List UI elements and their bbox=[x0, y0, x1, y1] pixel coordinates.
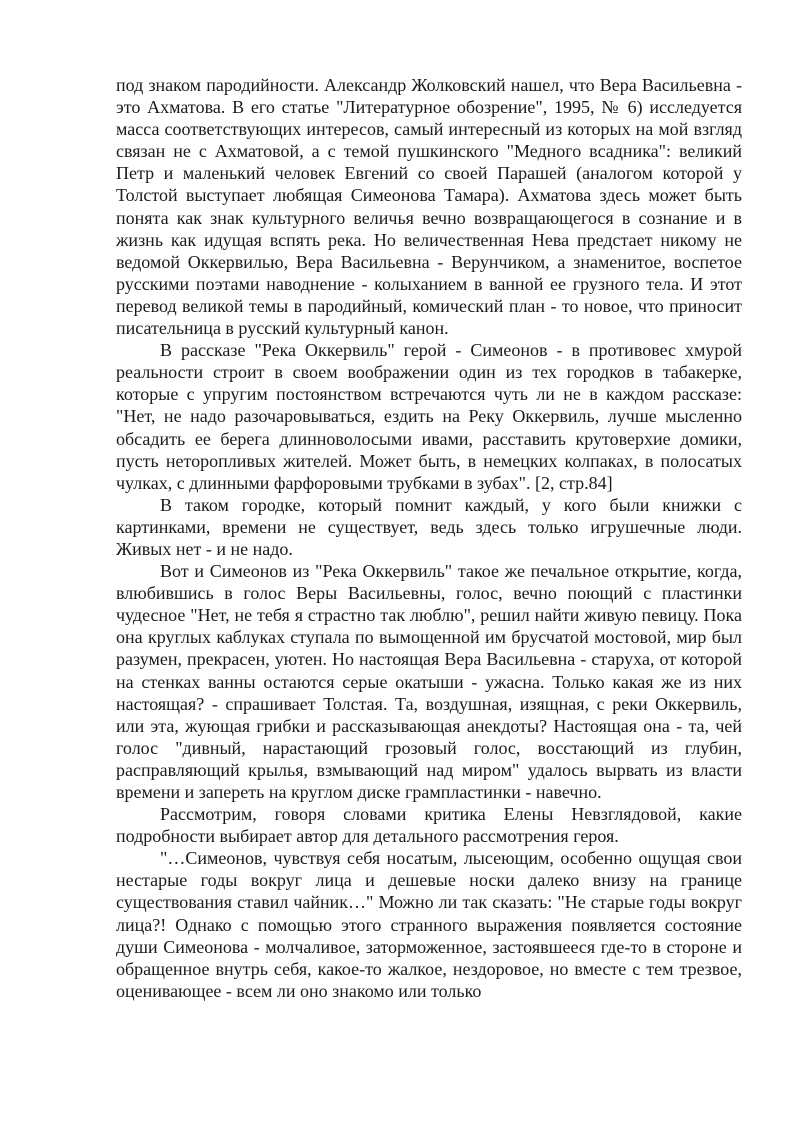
document-page bbox=[116, 74, 742, 1002]
paragraph-toy-town: В таком городке, который помнит каждый, у кого были книжки с картинками, времени не существует, ведь здесь только игрушечные люди. Живых нет - и не надо. bbox=[116, 494, 742, 559]
paragraph-quote-simeonov: "…Симеонов, чувствуя себя носатым, лысеющим, особенно ощущая свои нестарые годы вокруг лица и дешевые носки далеко внизу на границе существования ставил чайник…" Можно ли так сказать: "Не старые годы вокруг лица?! Однако с помощью этого странного выражения появляется состояние души Симеонова - молчаливое, заторможенное, застоявшееся где-то в стороне и обращенное внутрь себя, какое-то жалкое, нездоровое, но вместе с тем трезвое, оценивающее - всем ли оно знакомо или только bbox=[116, 848, 742, 1001]
paragraph-continuation: под знаком пародийности. Александр Жолковский нашел, что Вера Васильевна - это Ахматова. В его статье "Литературное обозрение", 1995, № 6) исследуется масса соответствующих интересов, самый интересный из которых на мой взгляд связан не с Ахматовой, а с темой пушкинского "Медного всадника": великий Петр и маленький человек Евгений со своей Парашей (аналогом которой у Толстой выступает любящая Симеонова Тамара). Ахматова здесь может быть понята как знак культурного величья вечно возвращающегося в сознание и в жизнь как идущая вспять река. Но величественная Нева предстает никому не ведомой Оккервилью, Вера Васильевна - Верунчиком, а знаменитое, воспетое русскими поэтами наводнение - колыханием в ванной ее грузного тела. И этот перевод великой темы в пародийный, комический план - то новое, что приносит писательница в русский культурный канон. bbox=[116, 75, 742, 339]
paragraph-okkervil-story: В рассказе "Река Оккервиль" герой - Симеонов - в противовес хмурой реальности строит в своем воображении один из тех городков в табакерке, которые с упругим постоянством встречаются чуть ли не в каждом рассказе: "Нет, не надо разочаровываться, ездить на Реку Оккервиль, лучше мысленно обсадить ее берега длинноволосыми ивами, расставить крутоверхие домики, пусть неторопливых жителей. Может быть, в немецких колпаках, в полосатых чулках, с длинными фарфоровыми трубками в зубах". [2, стр.84] bbox=[116, 340, 742, 493]
paragraph-simeonov-discovery: Вот и Симеонов из "Река Оккервиль" такое же печальное открытие, когда, влюбившись в голос Веры Васильевны, голос, вечно поющий с пластинки чудесное "Нет, не тебя я страстно так люблю", решил найти живую певицу. Пока она круглых каблуках ступала по вымощенной им брусчатой мостовой, мир был разумен, прекрасен, уютен. Но настоящая Вера Васильевна - старуха, от которой на стенках ванны остаются серые окатыши - ужасна. Только какая же из них настоящая? - спрашивает Толстая. Та, воздушная, изящная, с реки Оккервиль, или эта, жующая грибки и рассказывающая анекдоты? Настоящая она - та, чей голос "дивный, нарастающий грозовый голос, восстающий из глубин, расправляющий крылья, взмывающий над миром" удалось вырвать из власти времени и запереть на круглом диске грампластинки - навечно. bbox=[116, 561, 742, 802]
paragraph-critic-nevzglyadova: Рассмотрим, говоря словами критика Елены Невзглядовой, какие подробности выбирает автор для детального рассмотрения героя. bbox=[116, 804, 742, 847]
